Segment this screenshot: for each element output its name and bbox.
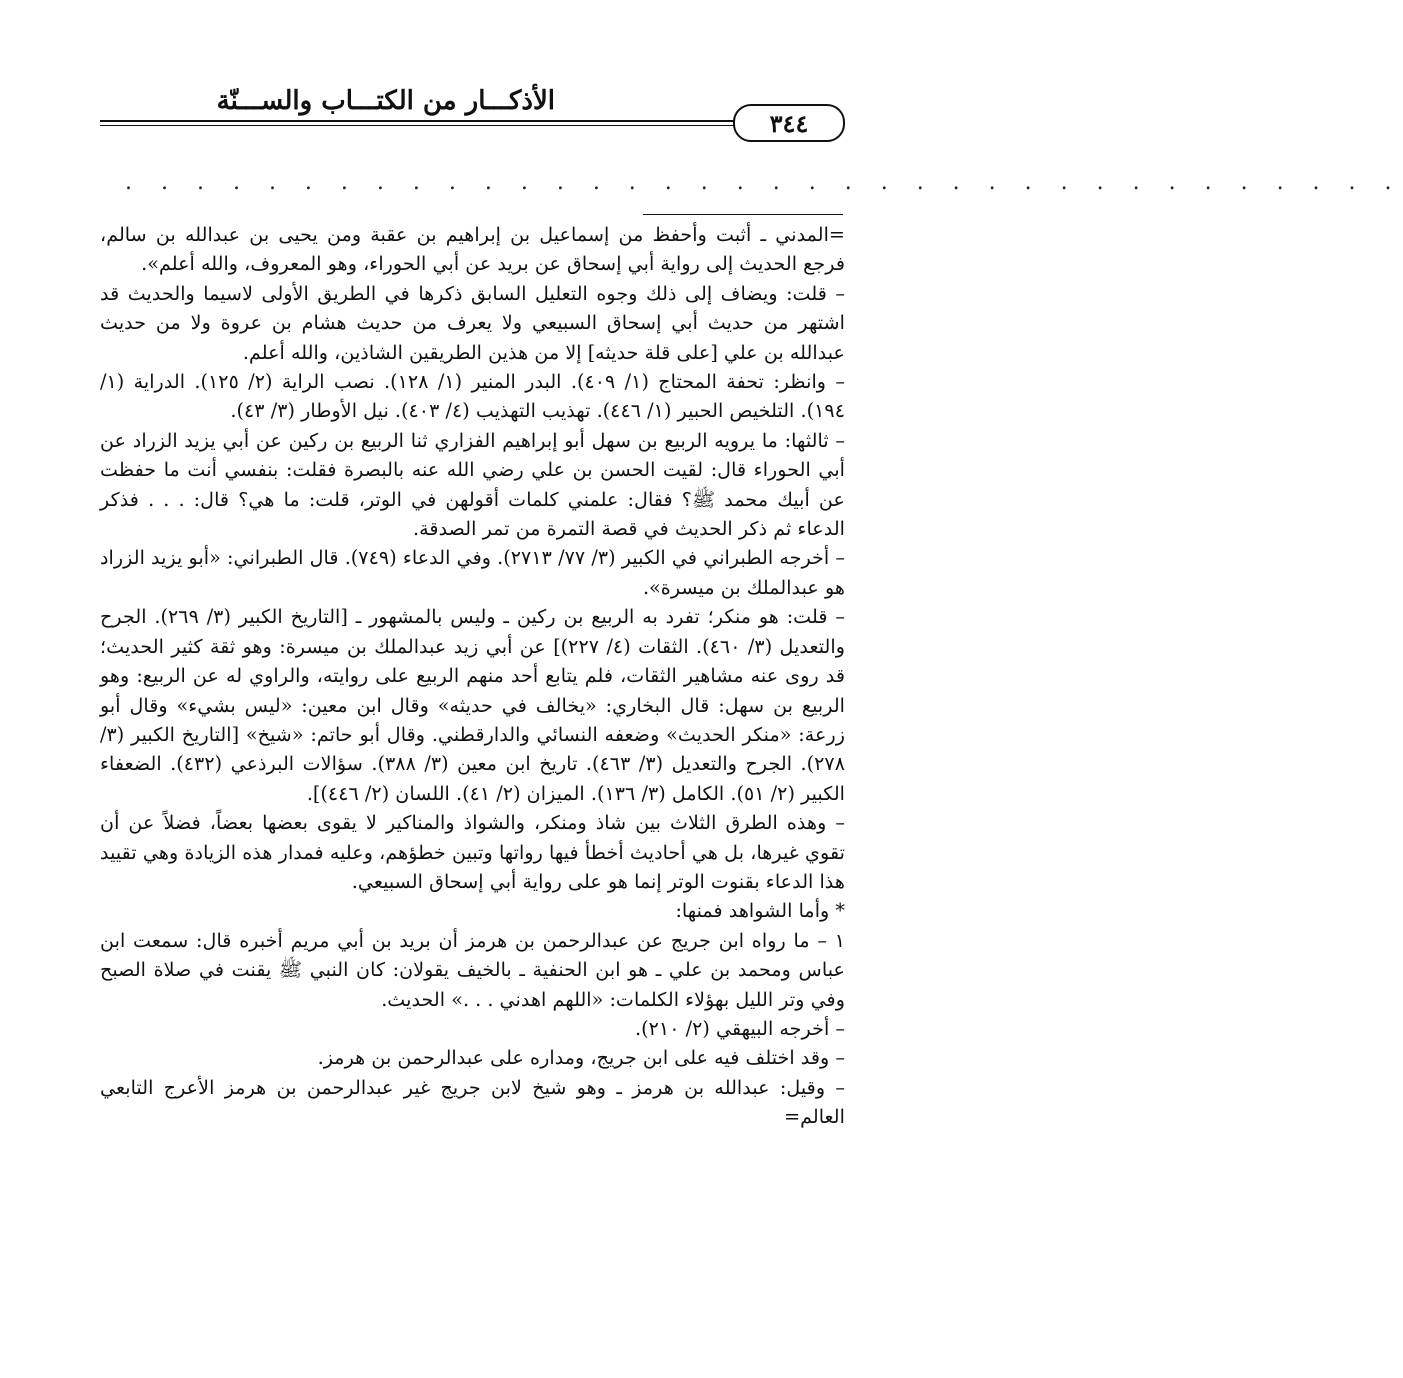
page-body [100,220,845,1132]
paragraph: – وانظر: تحفة المحتاج (١/ ٤٠٩). البدر المنير (١/ ١٢٨). نصب الراية (٢/ ١٢٥). الدراية (١/ ١٩٤). التلخيص الحبير (١/ ٤٤٦). تهذيب التهذيب (٤/ ٤٠٣). نيل الأوطار (٣/ ٤٣). [100,370,845,423]
book-title: الأذكـــار من الكتـــاب والســـنّة [216,86,555,116]
running-header [100,86,845,136]
page-number: ٣٤٤ [769,108,809,138]
section-heading: * وأما الشواهد فمنها: [675,899,845,923]
header-rule [100,120,735,126]
paragraph: – قلت: ويضاف إلى ذلك وجوه التعليل السابق ذكرها في الطريق الأولى لاسيما والحديث قد اشتهر من حديث أبي إسحاق السبيعي ولا يعرف من حديث هشام بن عروة ولا من حديث عبدالله بن علي [على قلة حديثه] إلا من هذين الطريقين الشاذين، والله أعلم. [100,281,845,364]
paragraph: – وقيل: عبدالله بن هرمز ـ وهو شيخ لابن جريج غير عبدالرحمن بن هرمز الأعرج التابعي العالم= [100,1075,845,1129]
paragraph: – أخرجه الطبراني في الكبير (٣/ ٧٧/ ٢٧١٣). وفي الدعاء (٧٤٩). قال الطبراني: «أبو يزيد الزراد هو عبدالملك بن ميسرة». [100,546,845,599]
paragraph: – وهذه الطرق الثلاث بين شاذ ومنكر، والشواذ والمناكير لا يقوى بعضها بعضاً، فضلاً عن أن تقوي غيرها، بل هي أحاديث أخطأ فيها رواتها وتبين خطؤهم، وعليه فمدار هذه الزيادة وهي تقييد هذا الدعاء بقنوت الوتر إنما هو على رواية أبي إسحاق السبيعي. [100,811,845,893]
paragraph: – وقد اختلف فيه على ابن جريج، ومداره على عبدالرحمن بن هرمز. [317,1046,845,1070]
paragraph: – أخرجه البيهقي (٢/ ٢١٠). [634,1016,845,1040]
paragraph: – ثالثها: ما يرويه الربيع بن سهل أبو إبراهيم الفزاري ثنا الربيع بن ركين عن أبي يزيد الزراد عن أبي الحوراء قال: لقيت الحسن بن علي رضي الله عنه بالبصرة فقلت: بنفسي أنت ما حفظت عن أبيك محمد ﷺ؟ فقال: علمني كلمات أقولهن في الوتر، قلت: ما هي؟ قال: . . . فذكر الدعاء ثم ذكر الحديث في قصة التمرة من تمر الصدقة. [100,428,845,541]
paragraph: – قلت: هو منكر؛ تفرد به الربيع بن ركين ـ وليس بالمشهور ـ [التاريخ الكبير (٣/ ٢٦٩). الجرح والتعديل (٣/ ٤٦٠). الثقات (٤/ ٢٢٧)] عن أبي زيد عبدالملك بن ميسرة: وهو ثقة كثير الحديث؛ قد روى عنه مشاهير الثقات، فلم يتابع أحد منهم الربيع على روايته، والراوي له عن الربيع: وهو الربيع بن سهل: قال البخاري: «يخالف في حديثه» وقال ابن معين: «ليس بشيء» وقال أبو زرعة: «منكر الحديث» وضعفه النسائي والدارقطني. وقال أبو حاتم: «شيخ» [التاريخ الكبير (٣/ ٢٧٨). الجرح والتعديل (٣/ ٤٦٣). تاريخ ابن معين (٣/ ٣٨٨). سؤالات البرذعي (٤٣٢). الضعفاء الكبير (٢/ ٥١). الكامل (٣/ ١٣٦). الميزان (٢/ ٤١). اللسان (٢/ ٤٤٦)]. [100,605,845,805]
paragraph: =المدني ـ أثبت وأحفظ من إسماعيل بن إبراهيم بن عقبة ومن يحيى بن عبدالله بن سالم، فرجع الحديث إلى رواية أبي إسحاق عن بريد عن أبي الحوراء، وهو المعروف، والله أعلم». [100,223,845,276]
paragraph: ١ – ما رواه ابن جريج عن عبدالرحمن بن هرمز أن بريد بن أبي مريم أخبره قال: سمعت ابن عباس ومحمد بن علي ـ هو ابن الحنفية ـ بالخيف يقولان: كان النبي ﷺ يقنت في صلاة الصبح وفي وتر الليل بهؤلاء الكلمات: «اللهم اهدني . . .» الحديث. [100,928,845,1011]
dotted-separator: . . . . . . . . . . . . . . . . . . . . . . . . . . . . . . . . . . . . [125,170,1403,195]
footnote-rule [643,214,843,215]
page-number-badge [733,104,845,142]
